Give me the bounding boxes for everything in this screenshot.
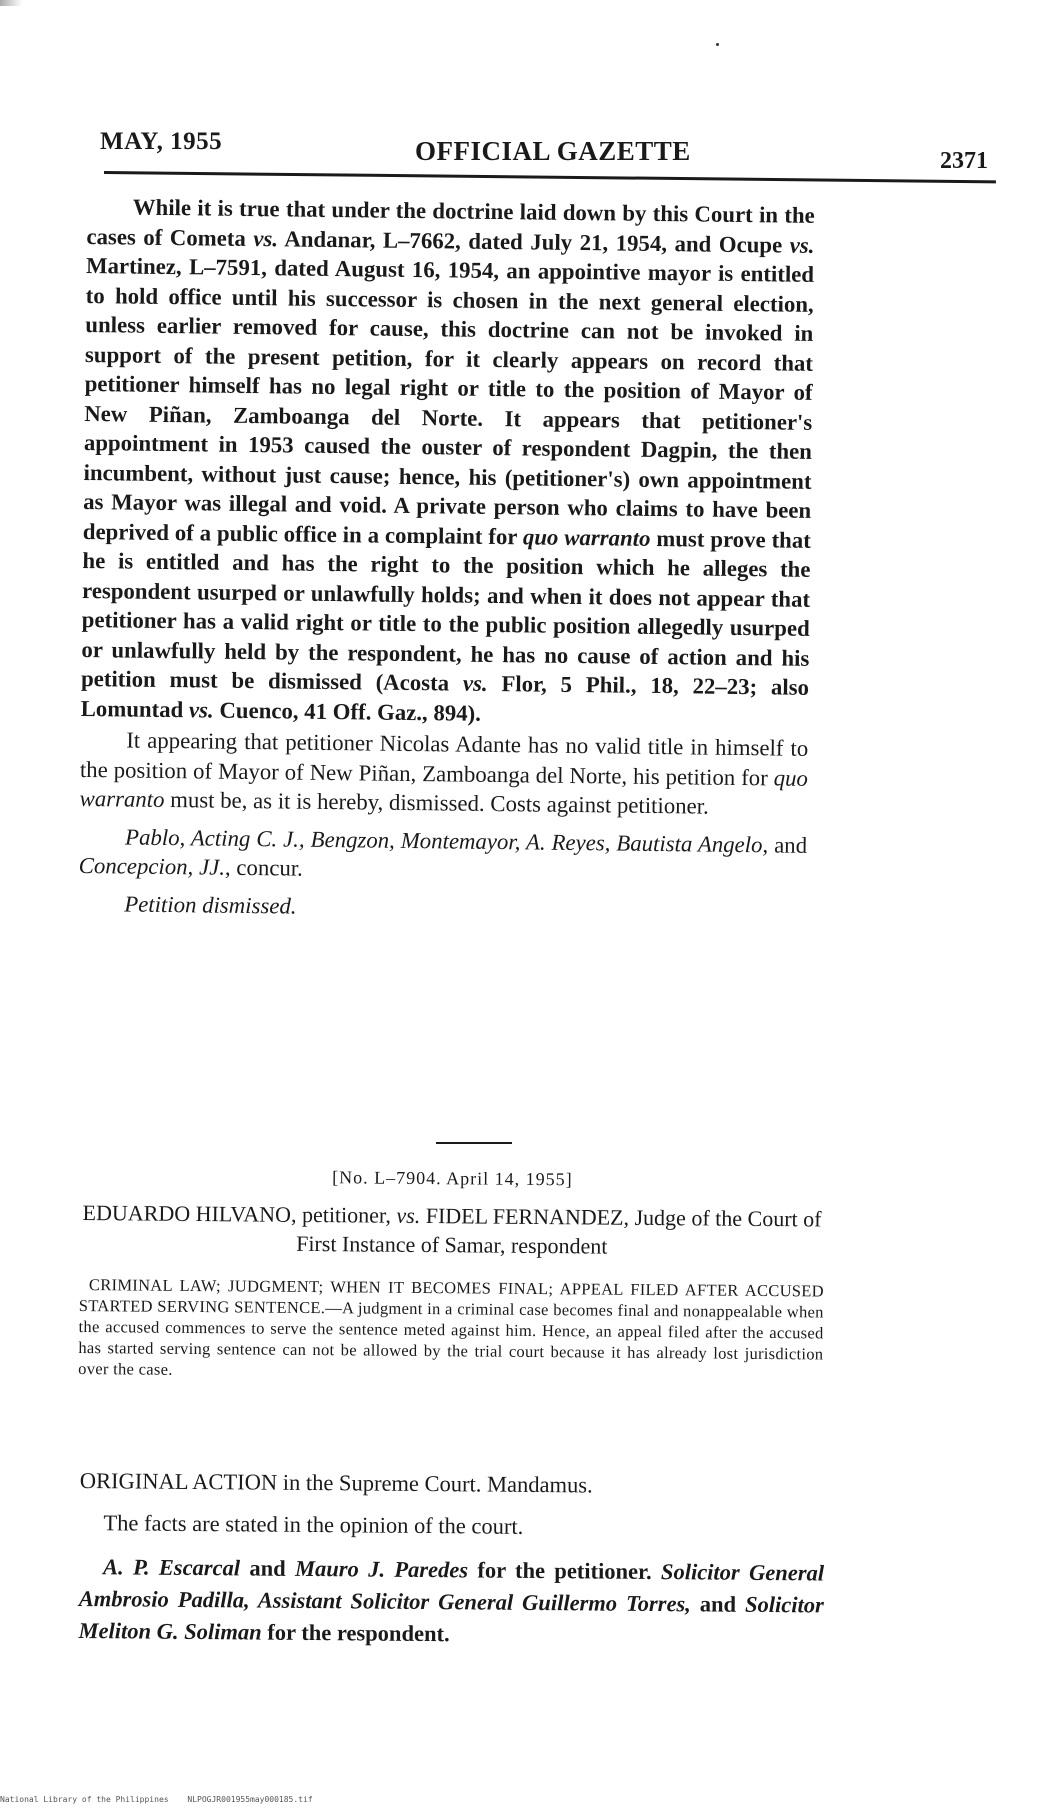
page-number: 2371	[940, 148, 988, 174]
decision-body	[78, 192, 815, 927]
text-segment: , Judge of the Court of First Instance of Samar, respondent	[296, 1204, 822, 1259]
header-title: OFFICIAL GAZETTE	[415, 136, 691, 166]
case-details	[78, 1465, 825, 1653]
paragraph-ruling	[79, 725, 808, 822]
counsel-name: A. P. Escarcal	[103, 1554, 241, 1581]
text-segment: , petitioner,	[290, 1201, 397, 1228]
text-segment: for the petitioner.	[467, 1557, 652, 1584]
section-separator	[436, 1142, 512, 1144]
text-segment: in the Supreme Court. Mandamus.	[277, 1469, 593, 1498]
text-segment: and	[768, 831, 808, 858]
text-italic: vs.	[253, 225, 279, 251]
text-segment: must prove that he is entitled and has the right to the position which he alleges the respondent usurped or unlawfully holds; and when it does not appear that petitioner has a valid right or title to the public position allegedly usurped or unlawfully held by the respondent, he has no cause of action and his petition must be dismissed (Acosta	[80, 525, 811, 696]
syllabus	[78, 1274, 824, 1385]
footer-library: National Library of the Philippines	[0, 1795, 169, 1804]
facts-line: The facts are stated in the opinion of the court.	[103, 1510, 524, 1539]
original-action	[80, 1465, 825, 1504]
text-segment: It appearing that petitioner Nicolas Adante has no valid title in himself to the position of Mayor of New Piñan, Zamboanga del Norte, his petition for	[79, 727, 809, 790]
text-segment: Martinez, L–7591, dated August 16, 1954, an appointive mayor is entitled to hold office until his successor is chosen in the next general election, unless earlier removed for cause, this doctrine can not be invoked in support of the present petition, for it clearly appears on record that petitioner himself has no legal right or title to the position of Mayor of New Piñan, Zamboanga del Norte. It appears that petitioner's appointment in 1953 caused the ouster of respondent Dagpin, the then incumbent, without just cause; hence, his (petitioner's) own appointment as Mayor was illegal and void. A private person who claims to have been deprived of a public office in a complaint for	[82, 252, 815, 549]
text-italic: quo warranto	[522, 523, 651, 551]
text-segment: for the respondent.	[261, 1619, 450, 1647]
text-segment: , concur.	[224, 854, 304, 881]
text-italic: vs.	[396, 1202, 421, 1228]
counsel-name: Mauro J. Paredes	[294, 1555, 469, 1583]
disposition: Petition dismissed.	[124, 891, 297, 919]
case-heading	[78, 1165, 825, 1385]
syllabus-text: —A judgment in a criminal case becomes final and nonappealable when the accused commences to serve the sentence meted against him. Hence, an appeal filed after the accused has started serving sentence can not be allowed by the trial court because it has already lost jurisdiction over the case.	[78, 1298, 824, 1379]
text-segment: Andanar, L–7662, dated July 21, 1954, and Ocupe	[277, 225, 790, 258]
text-segment: Flor, 5 Phil., 18, 22–23; also Lomuntad	[80, 670, 810, 722]
header-rule	[104, 171, 996, 183]
concurrence-line	[79, 821, 808, 889]
petitioner-name: EDUARDO HILVANO	[82, 1200, 292, 1227]
justices-names: Pablo, Acting C. J., Bengzon, Montemayor, A. Reyes, Bautista Angelo,	[124, 824, 769, 857]
text-segment: While it is true that under the doctrine laid down by this Court in the cases of Cometa	[86, 194, 815, 251]
page-header	[100, 128, 1000, 174]
text-italic: vs.	[188, 696, 214, 723]
scan-footer	[0, 1795, 327, 1804]
counsel-line	[78, 1551, 824, 1653]
text-italic: vs.	[789, 232, 815, 258]
text-segment: must be, as it is hereby, dismissed. Costs against petitioner.	[164, 786, 709, 819]
header-date: MAY, 1955	[100, 128, 223, 155]
paragraph-doctrine	[81, 192, 815, 732]
counsel-name: Solicitor General Ambrosio Padilla, Assistant Solicitor General Guillermo Torres,	[78, 1559, 825, 1617]
syllabus-topic: CRIMINAL LAW; JUDGMENT; WHEN IT BECOMES FINAL; APPEAL FILED AFTER ACCUSED STARTED SERVING SENTENCE.	[78, 1275, 825, 1318]
text-segment: and	[690, 1591, 746, 1617]
footer-file: NLPOGJR001955may000185.tif	[187, 1795, 313, 1804]
text-segment: Cuenco, 41 Off. Gaz., 894).	[213, 697, 482, 726]
case-parties	[79, 1198, 824, 1262]
text-segment: and	[239, 1555, 296, 1581]
text-italic: quo warranto	[79, 764, 809, 812]
respondent-name: FIDEL FERNANDEZ	[420, 1202, 624, 1230]
text-italic: vs.	[462, 670, 488, 696]
counsel-name: Solicitor Meliton G. Soliman	[78, 1591, 824, 1645]
case-number: [No. L–7904. April 14, 1955]	[332, 1167, 573, 1190]
scan-smudge	[0, 0, 22, 6]
scan-speck	[716, 43, 719, 46]
original-action-label: ORIGINAL ACTION	[79, 1467, 278, 1495]
justices-names: Concepcion, JJ.	[78, 852, 226, 880]
